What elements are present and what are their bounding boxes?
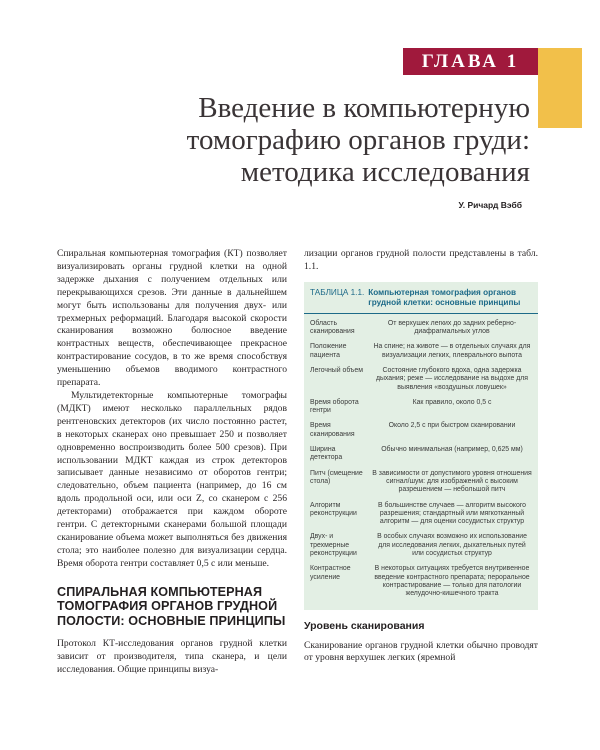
table-row	[310, 531, 532, 563]
table-row-value: От верхушек легких до задних реберно-диафрагмальных углов	[387, 319, 517, 336]
table-row	[310, 318, 532, 342]
table-row-key: Питч (смещение стола)	[310, 469, 363, 485]
table-1-1	[304, 282, 538, 610]
table-row	[310, 500, 532, 532]
table-row-key: Алгоритм реконструкции	[310, 501, 357, 517]
table-row-value: В зависимости от допустимого уровня отношения сигнал/шум: для изображений с высоким разрешением — небольшой питч	[372, 469, 532, 494]
table-title: Компьютерная томография органов грудной клетки: основные принципы	[368, 287, 521, 307]
chapter-title-line-2: томографию органов груди:	[186, 124, 530, 156]
table-caption	[310, 288, 532, 313]
table-row-key: Время сканирования	[310, 422, 355, 438]
table-row-value: В особых случаях возможно их использование для исследования легких, дыхательных путей или сосудистых структур	[377, 533, 527, 558]
table-row-key: Контрастное усиление	[310, 565, 351, 581]
table-row-value: Состояние глубокого вдоха, одна задержка дыхания; реже — исследование на выдохе для выявления «воздушных ловушек»	[375, 367, 529, 391]
chapter-title	[150, 92, 530, 188]
subsection-heading: Уровень сканирования	[304, 619, 425, 632]
table-row-key: Область сканирования	[310, 319, 355, 336]
table-divider	[304, 313, 538, 314]
left-column	[57, 248, 287, 677]
table-row-value: Обычно минимальная (например, 0,625 мм)	[381, 446, 523, 454]
chapter-title-line-1: Введение в компьютерную	[198, 92, 530, 124]
table-row	[310, 397, 532, 421]
table-row-value: В большинстве случаев — алгоритм высокого разрешения; стандартный или мягкотканный алгоритм — для оценки сосудистых структур	[377, 501, 527, 526]
table-row-key: Легочный объем	[310, 367, 363, 374]
table-row-key: Ширина детектора	[310, 446, 343, 462]
chapter-label: ГЛАВА 1	[403, 48, 538, 75]
section-heading: СПИРАЛЬНАЯ КОМПЬЮТЕРНАЯ ТОМОГРАФИЯ ОРГАНОВ ГРУДНОЙ ПОЛОСТИ: ОСНОВНЫЕ ПРИНЦИПЫ	[57, 584, 286, 628]
paragraph-continuation: лизации органов грудной полости представлены в табл. 1.1.	[304, 248, 538, 272]
table-row-value: Около 2,5 с при быстром сканировании	[388, 422, 516, 430]
table-row	[310, 468, 532, 500]
table-row-key: Положение пациента	[310, 343, 347, 359]
table-row	[310, 444, 532, 468]
table-row-key: Время оборота гентри	[310, 398, 359, 415]
table-row	[310, 563, 532, 603]
paragraph-mdct: Мультидетекторные компьютерные томографы (МДКТ) имеют несколько параллельных рядов рентгеновских детекторов (их число постоянно растет, в некоторых сканерах оно превышает 250 и позволяет одновременно воспроизводить более 500 срезов). При использовании МДКТ каждая из строк детекторов записывает данные независимо от оборотов гентри; следовательно, объем пациента (например, до 16 см вдоль продольной оси, или оси Z, со сканером с 256 детекторами) отображается при каждом обороте гентри. С детекторными сканерами большой площади сканирование объема может выполняться без движения стола; это наиболее полезно для визуализации сердца. Время оборота гентри составляет 0,5 с или меньше.	[57, 389, 287, 569]
table-number: ТАБЛИЦА 1.1.	[310, 287, 365, 297]
table-row	[310, 365, 532, 397]
table-row-value: На спине; на животе — в отдельных случаях для визуализации легких, плеврального выпота	[373, 343, 531, 359]
table-body	[310, 318, 532, 604]
table-row-value: Как правило, около 0,5 с	[412, 398, 492, 406]
paragraph-protocol: Протокол КТ-исследования органов грудной клетки зависит от производителя, типа сканера, и цели исследования. Общие принципы визуа-	[57, 638, 287, 675]
decorative-color-block	[538, 48, 582, 128]
paragraph-scan-level: Сканирование органов грудной клетки обычно проводят от уровня верхушек легких (яремной	[304, 639, 538, 664]
right-column	[304, 248, 538, 665]
table-row-value: В некоторых ситуациях требуется внутривенное введение контрастного препарата; пероральное контрастирование — только для патологии желудочно-кишечного тракта	[374, 565, 530, 598]
table-row	[310, 341, 532, 365]
author-name: У. Ричард Вэбб	[458, 200, 522, 210]
table-row-key: Двух- и трехмерные реконструкции	[310, 533, 357, 558]
paragraph-intro: Спиральная компьютерная томография (КТ) позволяет визуализировать органы грудной клетки на одной задержке дыхания с получением отдельных или перекрывающихся срезов. Эти данные в дальнейшем могут быть использованы для получения двух- или трехмерных реформаций. Благодаря высокой скорости сканирования возможно болюсное введение контрастных веществ, обеспечивающее прекрасное контрастирование сосудов, в то же время способствуя уменьшению объемов вводимого контрастного препарата.	[57, 248, 287, 389]
chapter-title-line-3: методика исследования	[240, 156, 530, 188]
table-row	[310, 420, 532, 444]
